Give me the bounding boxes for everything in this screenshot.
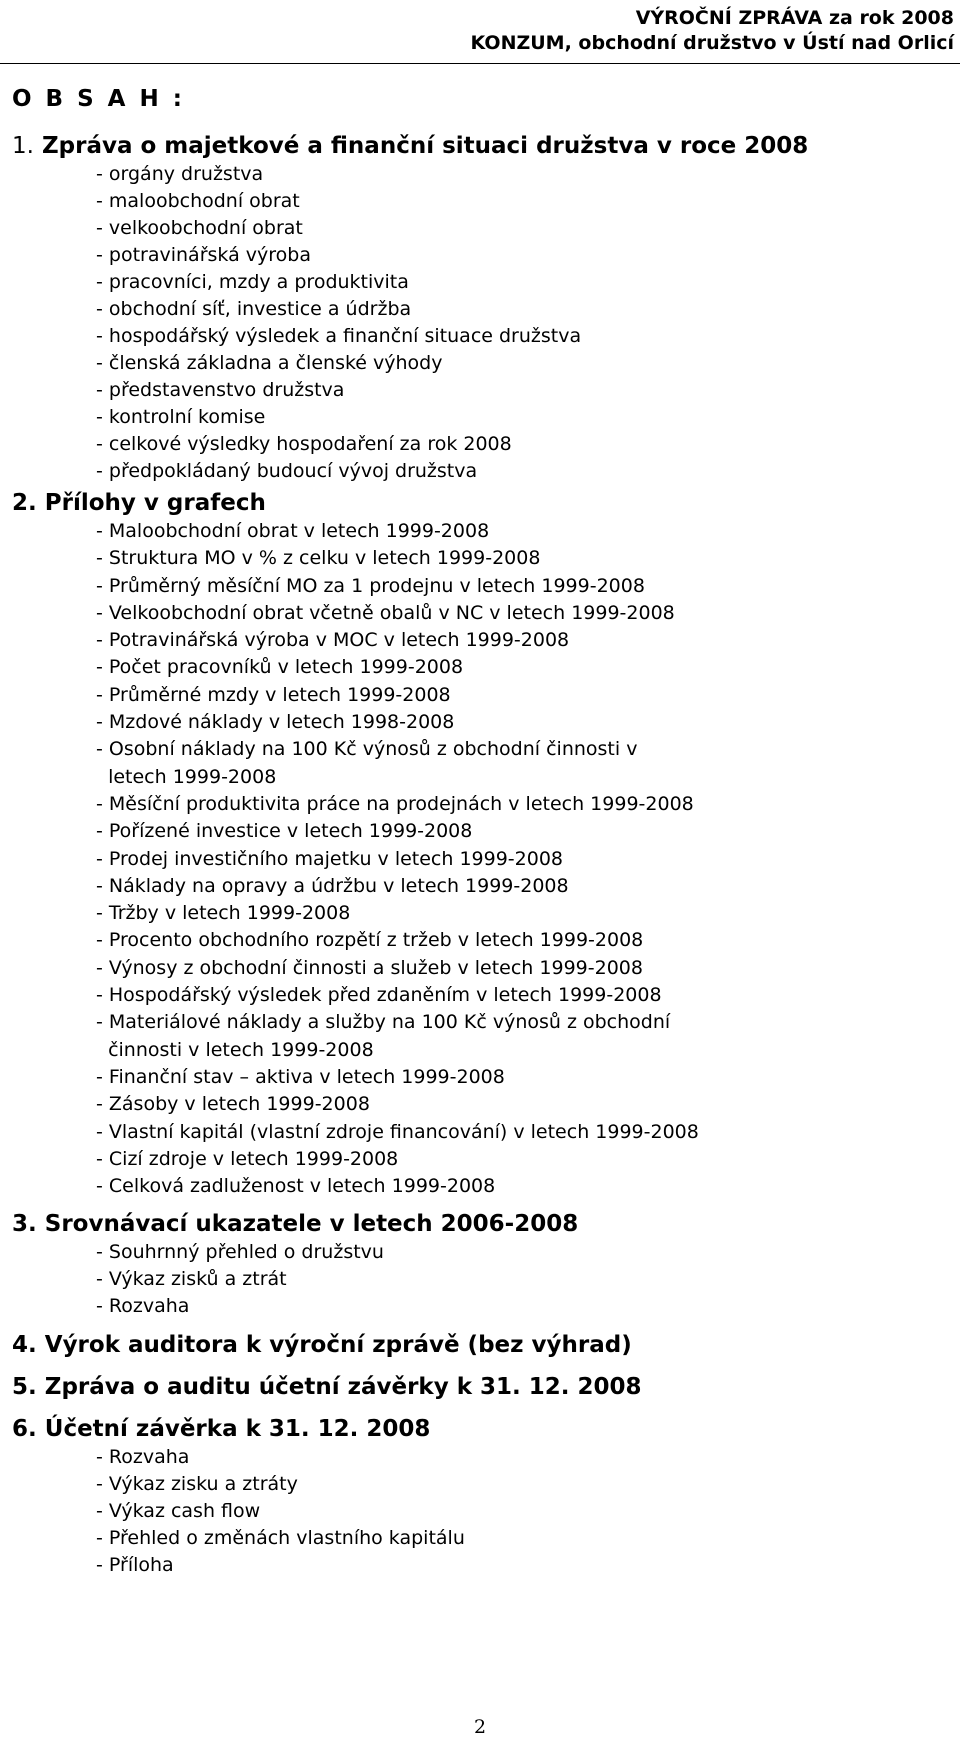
list-item: - Finanční stav – aktiva v letech 1999-2008	[96, 1065, 505, 1088]
list-item: - orgány družstva	[96, 163, 264, 185]
toc-section	[12, 488, 952, 1200]
section-item-list	[96, 518, 952, 1200]
section-title: Zpráva o majetkové a finanční situaci družstva v roce 2008	[41, 133, 809, 159]
toc-section	[12, 131, 952, 485]
section-title: Srovnávací ukazatele v letech 2006-2008	[44, 1211, 579, 1238]
list-item: - Potravinářská výroba v MOC v letech 1999-2008	[96, 629, 570, 652]
section-heading	[12, 131, 952, 161]
section-heading	[12, 1372, 952, 1402]
header-report-title: VÝROČNÍ ZPRÁVA za rok 2008	[635, 7, 954, 29]
list-item: - Příloha	[96, 1554, 174, 1577]
list-item: - Hospodářský výsledek před zdaněním v letech 1999-2008	[96, 984, 662, 1007]
list-item: - Souhrnný přehled o družstvu	[96, 1241, 384, 1264]
section-number: 3.	[12, 1211, 37, 1238]
page-number: 2	[473, 1716, 487, 1738]
list-item: - Vlastní kapitál (vlastní zdroje financování) v letech 1999-2008	[96, 1120, 699, 1143]
document-header	[471, 6, 954, 56]
header-divider	[0, 63, 960, 64]
toc-section	[12, 1372, 952, 1402]
list-item: - Zásoby v letech 1999-2008	[96, 1093, 370, 1116]
list-item: - potravinářská výroba	[96, 244, 311, 266]
header-organization: KONZUM, obchodní družstvo v Ústí nad Orlicí	[470, 32, 954, 54]
list-item: - Průměrné mzdy v letech 1999-2008	[96, 683, 451, 706]
list-item: - Náklady na opravy a údržbu v letech 1999-2008	[96, 874, 569, 897]
list-item: - Počet pracovníků v letech 1999-2008	[96, 656, 464, 679]
section-item-list	[96, 161, 952, 485]
list-item: - maloobchodní obrat	[96, 190, 300, 212]
list-item: - Výkaz zisku a ztráty	[96, 1473, 298, 1496]
list-item: - Průměrný měsíční MO za 1 prodejnu v letech 1999-2008	[96, 574, 645, 597]
list-item: - předpokládaný budoucí vývoj družstva	[96, 460, 478, 482]
table-of-contents	[12, 131, 952, 1579]
section-number: 1.	[12, 133, 34, 159]
section-heading	[12, 488, 952, 518]
list-item: - Rozvaha	[96, 1446, 190, 1469]
section-number: 4.	[12, 1332, 37, 1359]
list-item: - Osobní náklady na 100 Kč výnosů z obchodní činnosti v	[96, 738, 638, 761]
section-number: 2.	[12, 490, 37, 516]
list-item: - Cizí zdroje v letech 1999-2008	[96, 1147, 399, 1170]
list-item: - pracovníci, mzdy a produktivita	[96, 271, 409, 293]
toc-section	[12, 1330, 952, 1360]
list-item: - hospodářský výsledek a finanční situace družstva	[96, 325, 582, 347]
list-item: - představenstvo družstva	[96, 379, 345, 401]
toc-section	[12, 1209, 952, 1320]
list-item: - Výnosy z obchodní činnosti a služeb v letech 1999-2008	[96, 956, 643, 979]
section-title: Přílohy v grafech	[44, 490, 266, 516]
list-item: - Rozvaha	[96, 1295, 190, 1318]
list-item: - Tržby v letech 1999-2008	[96, 902, 351, 925]
list-item: - Procento obchodního rozpětí z tržeb v letech 1999-2008	[96, 929, 644, 952]
list-item: - Mzdové náklady v letech 1998-2008	[96, 711, 455, 734]
list-item: letech 1999-2008	[96, 765, 277, 788]
list-item: - Velkoobchodní obrat včetně obalů v NC v letech 1999-2008	[96, 601, 675, 624]
list-item: - Výkaz zisků a ztrát	[96, 1268, 287, 1291]
list-item: - Struktura MO v % z celku v letech 1999-2008	[96, 547, 541, 570]
list-item: - velkoobchodní obrat	[96, 217, 303, 239]
section-title: Výrok auditora k výroční zprávě (bez výhrad)	[44, 1332, 632, 1359]
list-item: - členská základna a členské výhody	[96, 352, 443, 374]
list-item: - Pořízené investice v letech 1999-2008	[96, 820, 473, 843]
section-item-list	[96, 1239, 952, 1320]
section-heading	[12, 1209, 952, 1239]
list-item: - Přehled o změnách vlastního kapitálu	[96, 1527, 465, 1550]
list-item: - Měsíční produktivita práce na prodejnách v letech 1999-2008	[96, 792, 694, 815]
list-item: - celkové výsledky hospodaření za rok 2008	[96, 433, 512, 455]
section-item-list	[96, 1444, 952, 1579]
table-of-contents-title: O B S A H :	[12, 86, 185, 112]
list-item: činnosti v letech 1999-2008	[96, 1038, 374, 1061]
section-heading	[12, 1330, 952, 1360]
list-item: - kontrolní komise	[96, 406, 266, 428]
section-number: 6.	[12, 1416, 37, 1443]
section-title: Účetní závěrka k 31. 12. 2008	[44, 1416, 431, 1443]
list-item: - obchodní síť, investice a údržba	[96, 298, 412, 320]
list-item: - Celková zadluženost v letech 1999-2008	[96, 1175, 496, 1198]
section-title: Zpráva o auditu účetní závěrky k 31. 12. 2008	[44, 1374, 642, 1401]
list-item: - Prodej investičního majetku v letech 1999-2008	[96, 847, 564, 870]
list-item: - Maloobchodní obrat v letech 1999-2008	[96, 520, 490, 542]
list-item: - Materiálové náklady a služby na 100 Kč výnosů z obchodní	[96, 1011, 671, 1034]
section-number: 5.	[12, 1374, 37, 1401]
list-item: - Výkaz cash flow	[96, 1500, 261, 1523]
section-heading	[12, 1414, 952, 1444]
toc-section	[12, 1414, 952, 1579]
